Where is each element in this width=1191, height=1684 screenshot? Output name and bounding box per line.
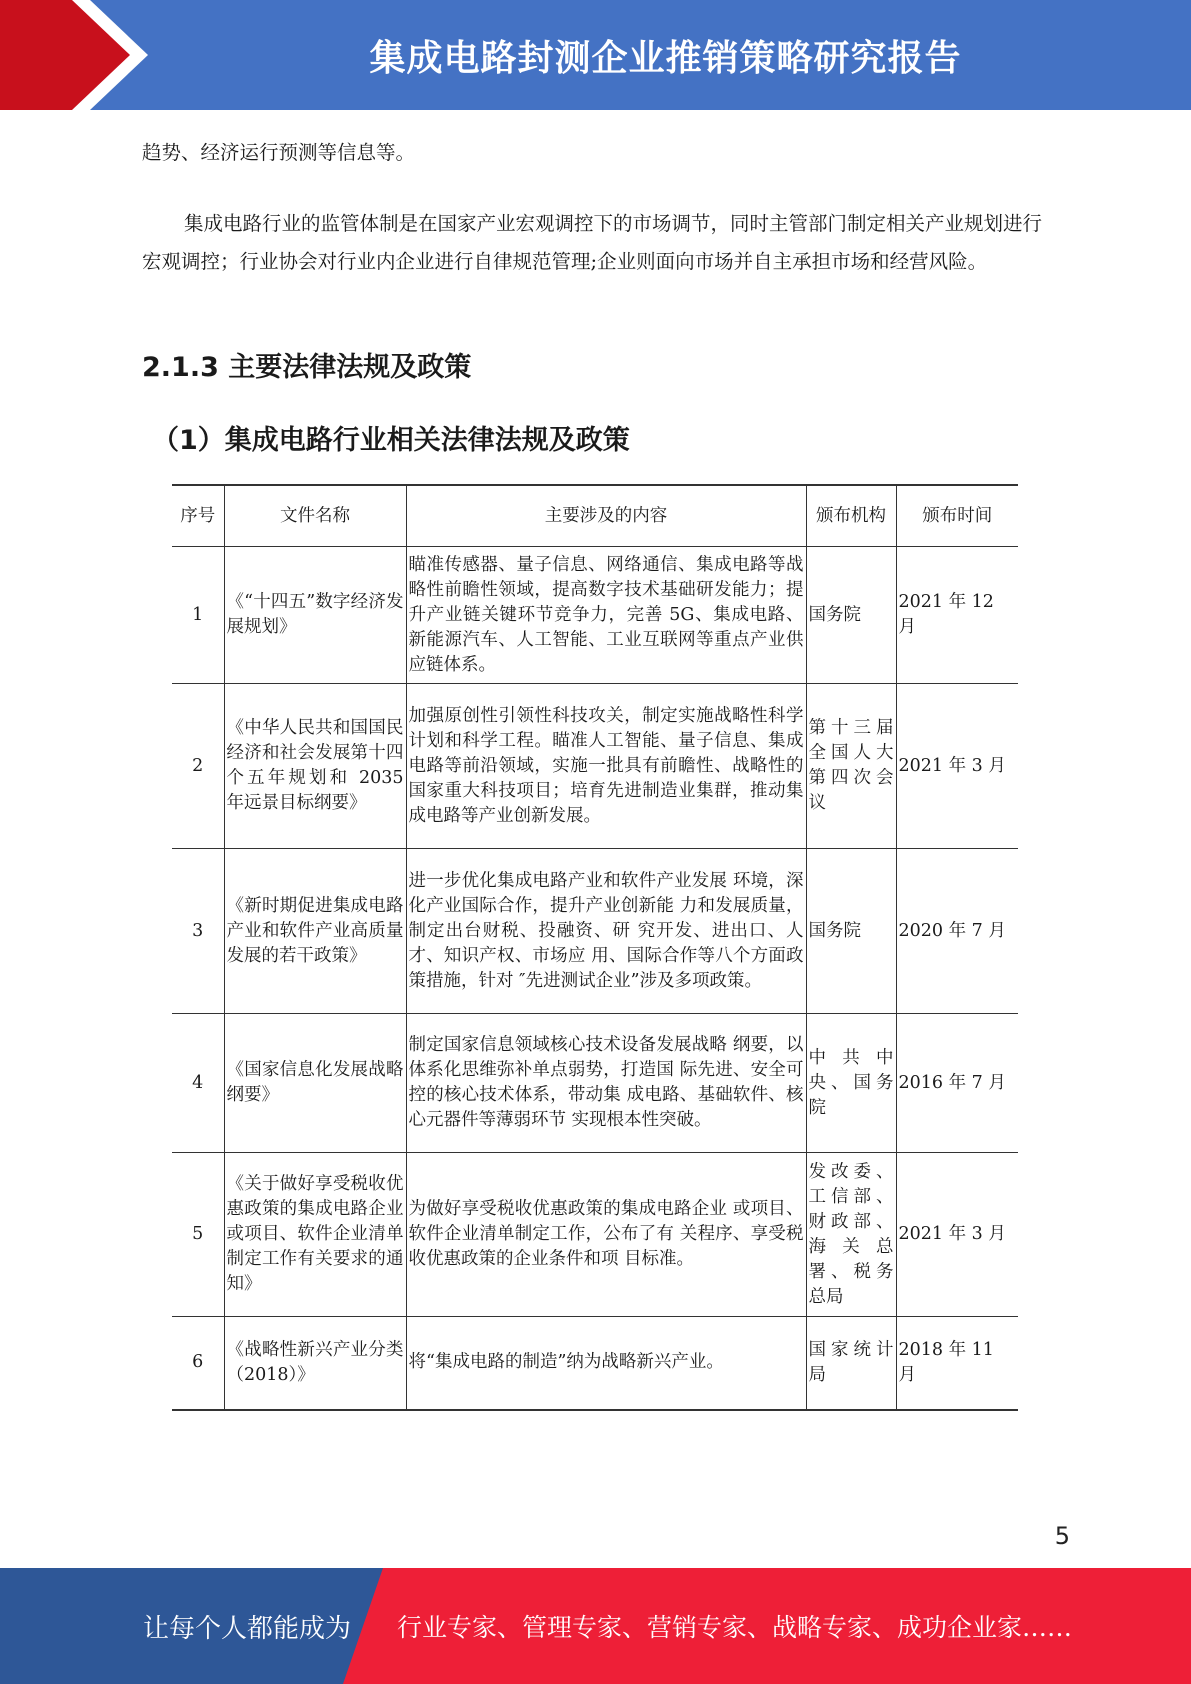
header-org: 颁布机构 [806, 485, 896, 547]
cell-org: 国务院 [806, 849, 896, 1014]
footer-slogan-right: 行业专家、管理专家、营销专家、战略专家、成功企业家…… [397, 1613, 1073, 1642]
cell-content: 制定国家信息领域核心技术设备发展战略 纲要，以体系化思维弥补单点弱势，打造国 际先进、安全可控的核心技术体系，带动集 成电路、基础软件、核心元器件等薄弱环节 实现根本性突破。 [406, 1014, 806, 1153]
table-row [172, 1153, 1018, 1317]
cell-org: 国家统计局 [806, 1317, 896, 1410]
paragraph-continuation: 趋势、经济运行预测等信息等。 [142, 141, 416, 164]
subsection-heading: （1）集成电路行业相关法律法规及政策 [152, 425, 630, 456]
cell-date: 2021 年 12 月 [896, 547, 1018, 684]
policy-table [172, 484, 1018, 1411]
cell-num: 3 [172, 849, 224, 1014]
cell-num: 4 [172, 1014, 224, 1153]
cell-name: 《关于做好享受税收优惠政策的集成电路企业或项目、软件企业清单制定工作有关要求的通知》 [224, 1153, 406, 1317]
cell-name: 《战略性新兴产业分类（2018）》 [224, 1317, 406, 1410]
header-date: 颁布时间 [896, 485, 1018, 547]
header-content: 主要涉及的内容 [406, 485, 806, 547]
cell-content: 将“集成电路的制造”纳为战略新兴产业。 [406, 1317, 806, 1410]
cell-date: 2018 年 11 月 [896, 1317, 1018, 1410]
cell-num: 2 [172, 684, 224, 849]
cell-content: 为做好享受税收优惠政策的集成电路企业 或项目、软件企业清单制定工作，公布了有 关程序、享受税收优惠政策的企业条件和项 目标准。 [406, 1153, 806, 1317]
table-row [172, 547, 1018, 684]
cell-name: 《国家信息化发展战略纲要》 [224, 1014, 406, 1153]
header-seq: 序号 [172, 485, 224, 547]
table-row [172, 1317, 1018, 1410]
section-heading: 2.1.3 主要法律法规及政策 [142, 352, 472, 383]
table-header-row [172, 485, 1018, 547]
cell-org: 第十三届全国人大第四次会议 [806, 684, 896, 849]
cell-num: 5 [172, 1153, 224, 1317]
cell-date: 2020 年 7 月 [896, 849, 1018, 1014]
cell-org: 发改委、工信部、财政部、海关总署、税务总局 [806, 1153, 896, 1317]
cell-content: 瞄准传感器、量子信息、网络通信、集成电路等战略性前瞻性领域，提高数字技术基础研发能力；提升产业链关键环节竞争力，完善 5G、集成电路、新能源汽车、人工智能、工业互联网等重点产业供应链体系。 [406, 547, 806, 684]
footer-slogan-left: 让每个人都能成为 [143, 1613, 352, 1644]
cell-org: 国务院 [806, 547, 896, 684]
header-banner [0, 0, 1191, 110]
table-row [172, 849, 1018, 1014]
cell-name: 《“十四五”数字经济发展规划》 [224, 547, 406, 684]
table-row [172, 1014, 1018, 1153]
footer-banner [0, 1568, 1191, 1684]
cell-name: 《新时期促进集成电路产业和软件产业高质量发展的若干政策》 [224, 849, 406, 1014]
cell-num: 6 [172, 1317, 224, 1410]
cell-org: 中共中央、国务院 [806, 1014, 896, 1153]
cell-name: 《中华人民共和国国民经济和社会发展第十四个五年规划和 2035 年远景目标纲要》 [224, 684, 406, 849]
header-name: 文件名称 [224, 485, 406, 547]
paragraph-regulatory-system: 集成电路行业的监管体制是在国家产业宏观调控下的市场调节，同时主管部门制定相关产业规划进行宏观调控；行业协会对行业内企业进行自律规范管理;企业则面向市场并自主承担市场和经营风险。 [142, 212, 1043, 273]
cell-date: 2021 年 3 月 [896, 684, 1018, 849]
page-number: 5 [1054, 1522, 1070, 1550]
cell-content: 加强原创性引领性科技攻关，制定实施战略性科学计划和科学工程。瞄准人工智能、量子信息、集成电路等前沿领域，实施一批具有前瞻性、战略性的国家重大科技项目；培育先进制造业集群，推动集成电路等产业创新发展。 [406, 684, 806, 849]
document-title: 集成电路封测企业推销策略研究报告 [369, 37, 962, 79]
cell-date: 2016 年 7 月 [896, 1014, 1018, 1153]
cell-num: 1 [172, 547, 224, 684]
cell-content: 进一步优化集成电路产业和软件产业发展 环境，深化产业国际合作，提升产业创新能 力和发展质量，制定出台财税、投融资、研 究开发、进出口、人才、知识产权、市场应 用、国际合作等八个方面政策措施，针对 ″先进测试企业”涉及多项政策。 [406, 849, 806, 1014]
table-row [172, 684, 1018, 849]
cell-date: 2021 年 3 月 [896, 1153, 1018, 1317]
